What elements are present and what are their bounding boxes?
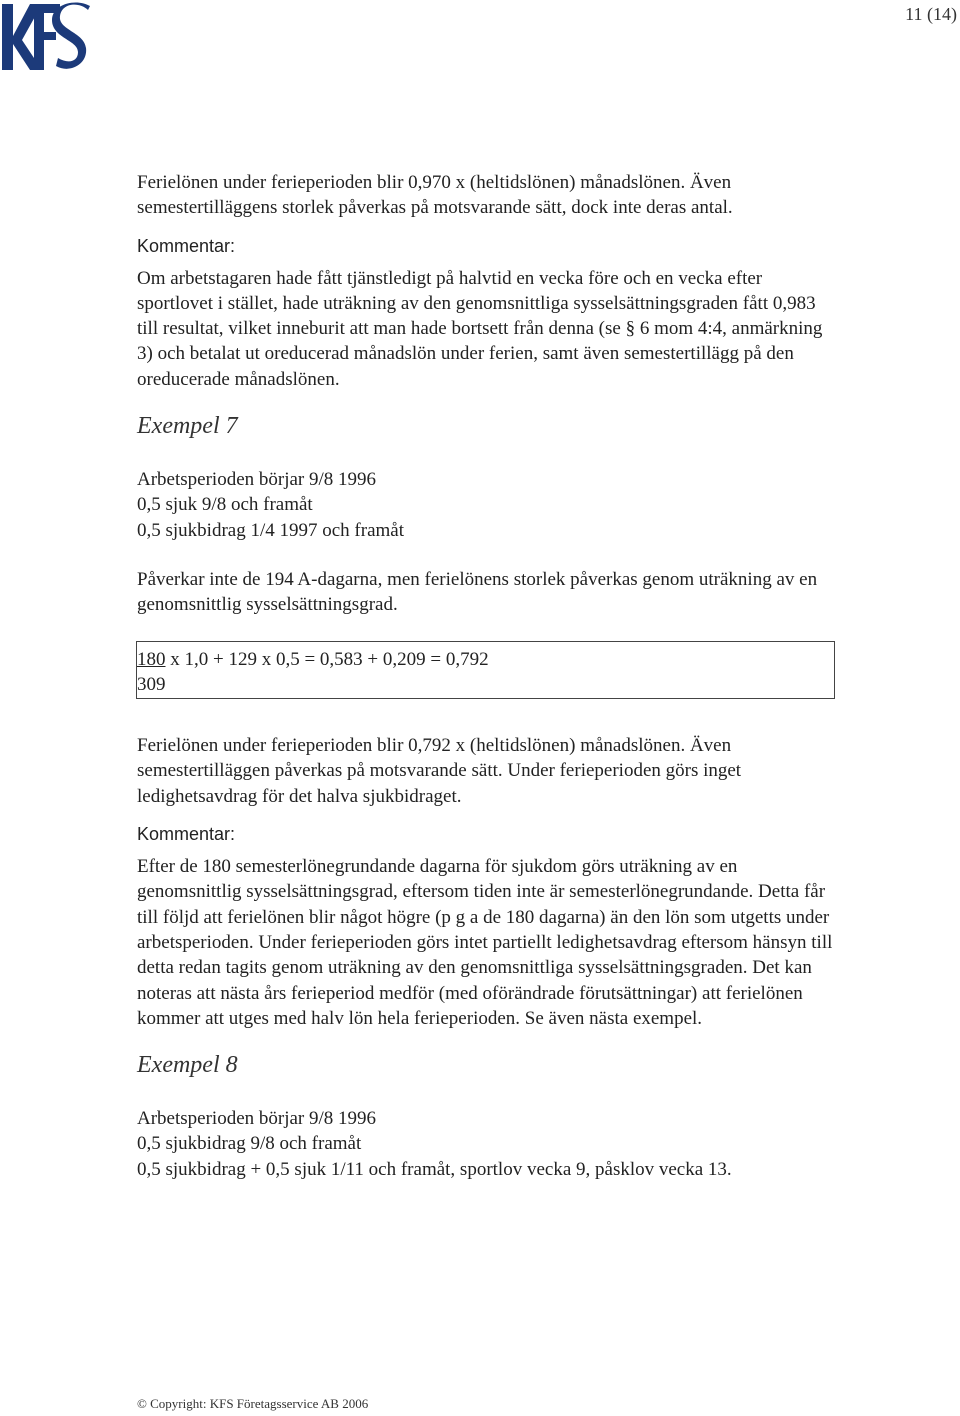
comment-paragraph: Efter de 180 semesterlönegrundande dagarna för sjukdom görs uträkning av en genomsnittlig sysselsättningsgrad, eftersom tiden inte är semesterlönegrundande. Detta får till följd att ferielönen blir något högre (p g a de 180 dagarna) än den lön som utgetts under arbetsperioden. Under ferieperioden görs intet partiellt ledighetsavdrag eftersom hänsyn till detta redan tagits genom uträkning av den genomsnittliga sysselsättningsgraden. Det kan noteras att nästa års ferieperiod medför (med oförändrade förutsättningar) att ferielönen kommer att utges med halv lön hela ferieperioden. Se även nästa exempel. [137, 856, 833, 1029]
page-number: 11 (14) [905, 4, 957, 24]
paragraph: Ferielönen under ferieperioden blir 0,792 x (heltidslönen) månadslönen. Även semestertilläggen påverkas på motsvarande sätt. Under ferieperioden görs inget ledighetsavdrag för det halva sjukbidraget. [137, 735, 742, 807]
example-line: 0,5 sjukbidrag 9/8 och framåt [137, 1133, 362, 1155]
example-8-title: Exempel 8 [137, 1052, 238, 1079]
formula-box [136, 641, 835, 700]
kfs-logo [0, 0, 96, 80]
copyright-footer: © Copyright: KFS Företagsservice AB 2006 [137, 1396, 369, 1411]
document-body [137, 170, 837, 1182]
comment-heading: Kommentar: [137, 235, 236, 256]
comment-heading: Kommentar: [137, 824, 236, 845]
example-line: 0,5 sjukbidrag + 0,5 sjuk 1/11 och framåt, sportlov vecka 9, påsklov vecka 13. [137, 1158, 732, 1180]
formula-numerator: 180 [137, 648, 166, 670]
paragraph: Ferielönen under ferieperioden blir 0,970 x (heltidslönen) månadslönen. Även semestertilläggens storlek påverkas på motsvarande sätt, dock inte deras antal. [137, 172, 733, 219]
kfs-logo-graphic [0, 0, 96, 80]
paragraph: Påverkar inte de 194 A-dagarna, men ferielönens storlek påverkas genom uträkning av en genomsnittlig sysselsättningsgrad. [137, 568, 818, 616]
example-line: Arbetsperioden börjar 9/8 1996 [137, 469, 377, 491]
formula-expression: x 1,0 + 129 x 0,5 = 0,583 + 0,209 = 0,792 [165, 648, 489, 670]
comment-paragraph: Om arbetstagaren hade fått tjänstledigt på halvtid en vecka före och en vecka efter sportlovet i stället, hade uträkning av den genomsnittliga sysselsättningsgraden fått 0,983 till resultat, vilket inneburit att man hade bortsett från denna (se § 6 mom 4:4, anmärkning 3) och betalat ut oreducerad månadslön under ferien, samt även semestertillägg på den oreducerade månadslönen. [137, 267, 823, 390]
formula-denominator: 309 [137, 673, 166, 695]
example-line: Arbetsperioden börjar 9/8 1996 [137, 1108, 377, 1130]
example-7-title: Exempel 7 [137, 413, 238, 440]
example-line: 0,5 sjuk 9/8 och framåt [137, 494, 313, 516]
example-line: 0,5 sjukbidrag 1/4 1997 och framåt [137, 519, 405, 541]
